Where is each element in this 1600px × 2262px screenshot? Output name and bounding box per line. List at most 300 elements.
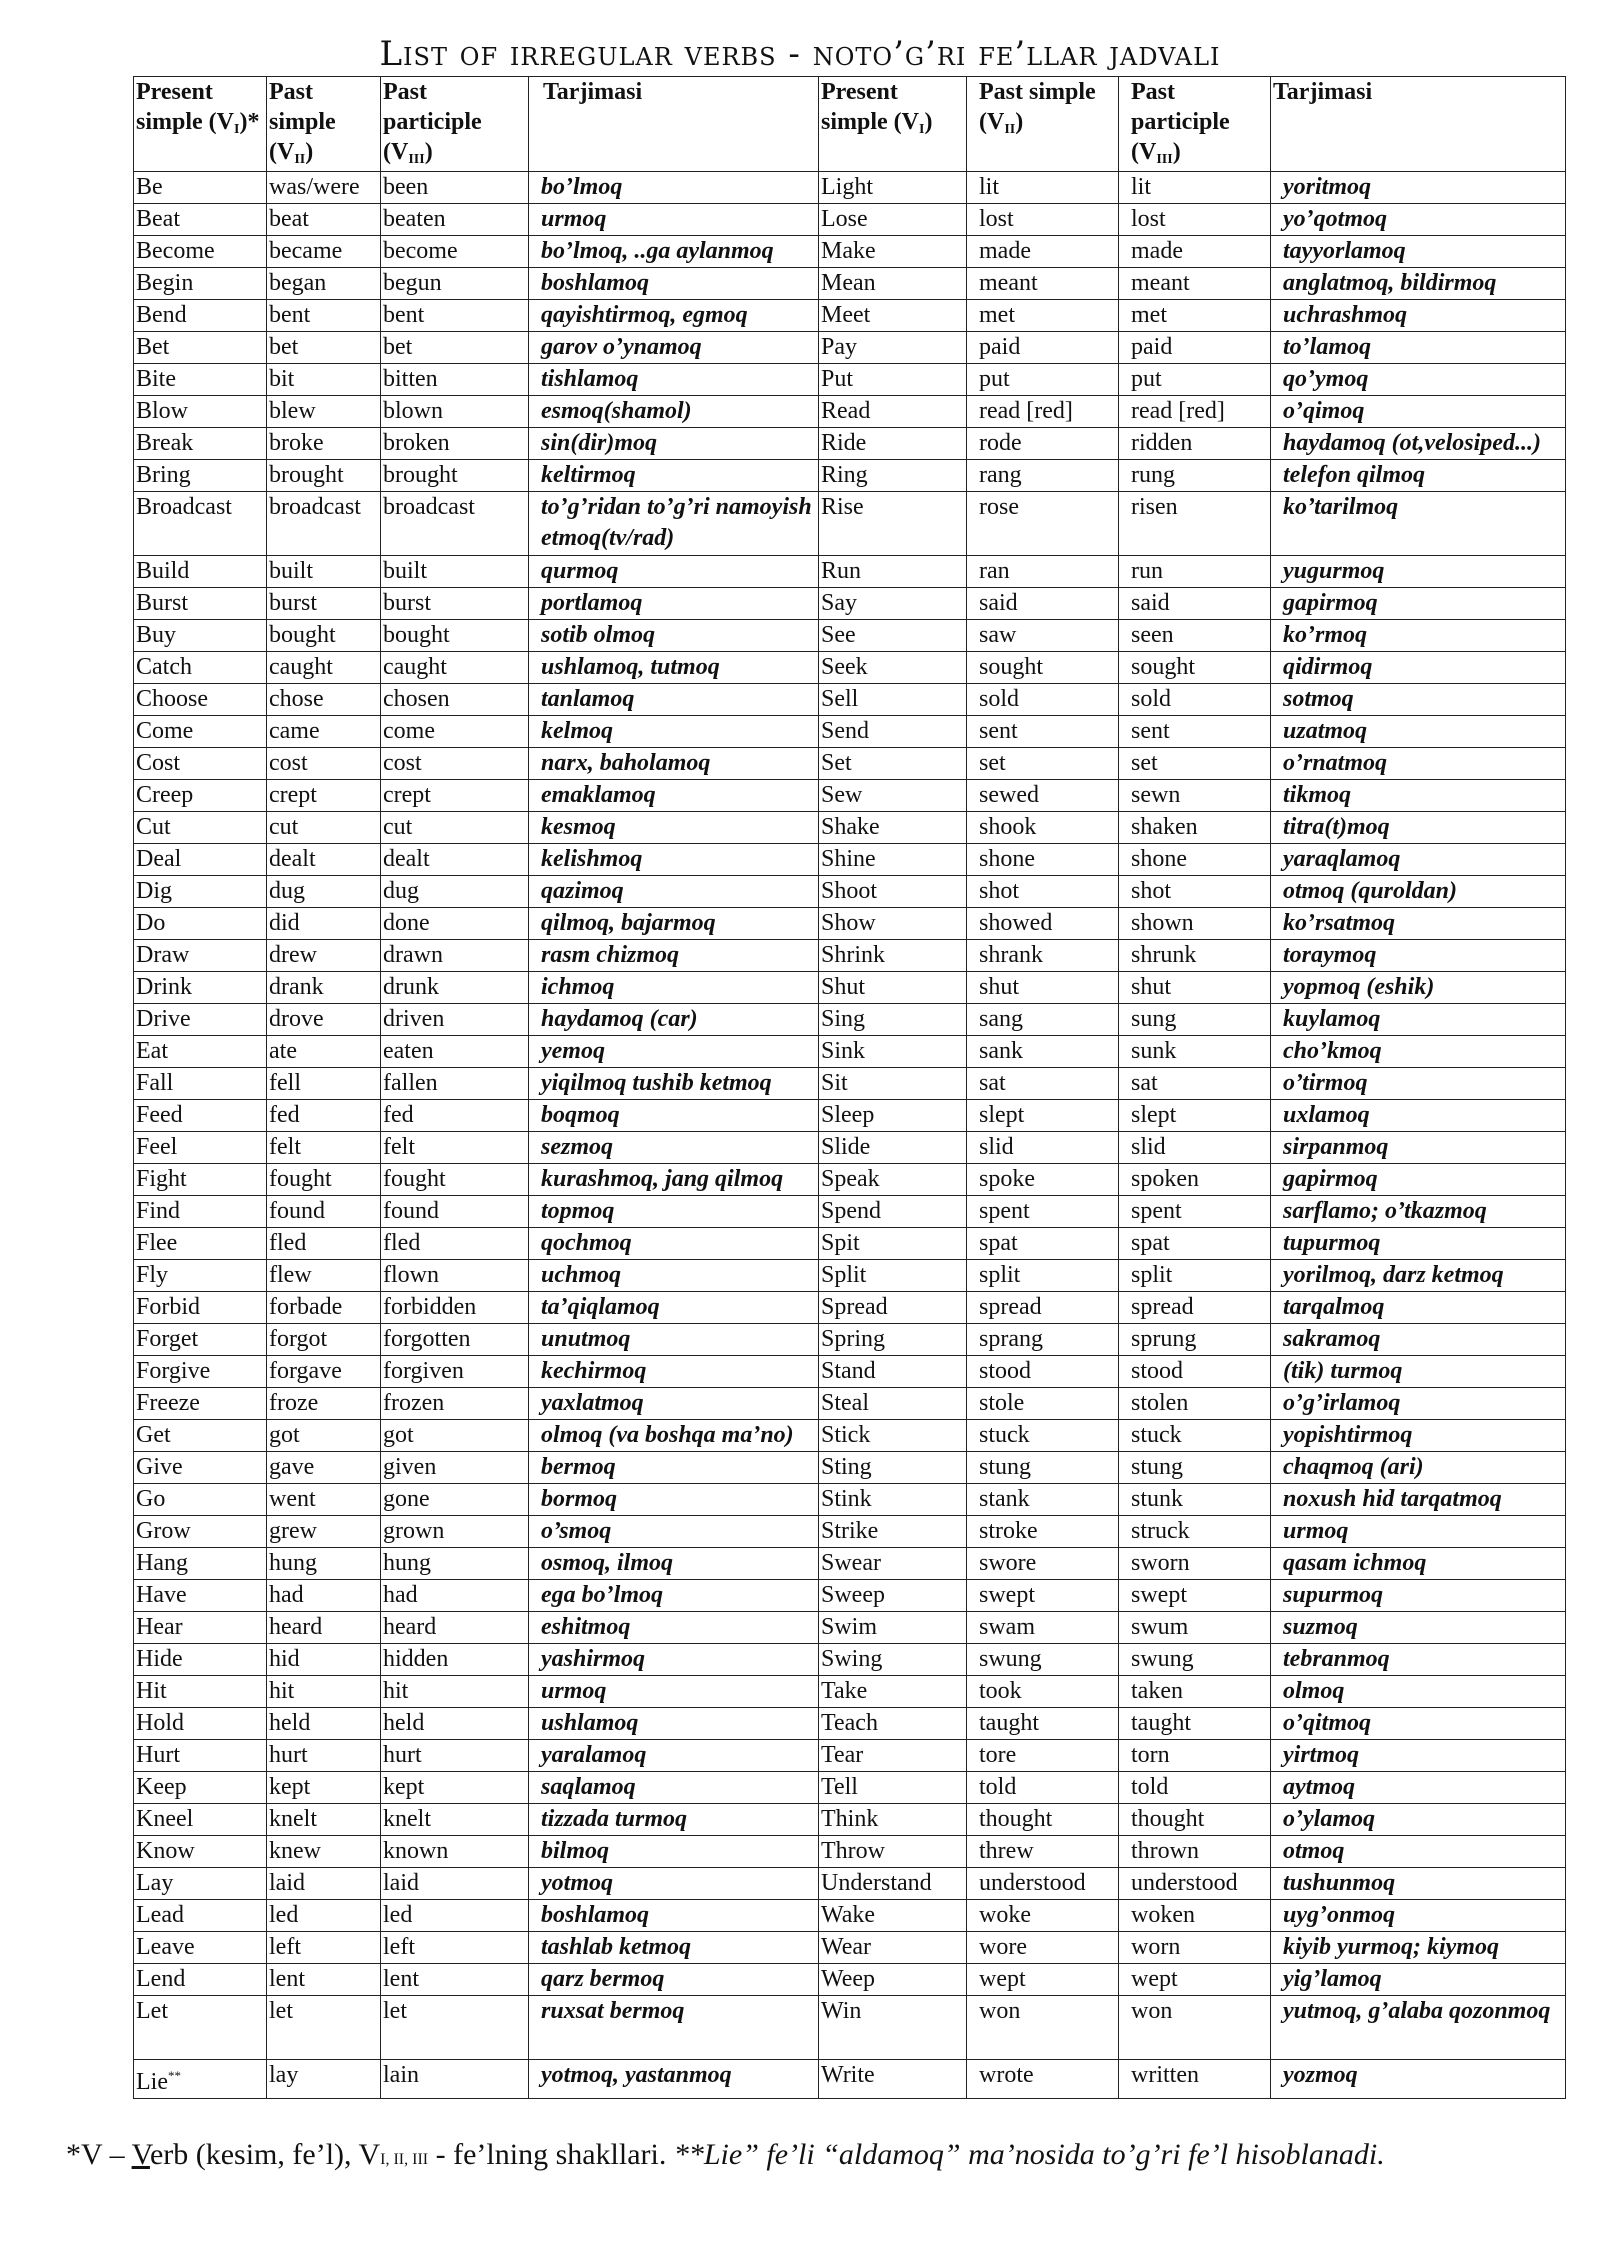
table-row bbox=[134, 1196, 1566, 1228]
header-translation: Tarjimasi bbox=[529, 77, 819, 172]
cell-past-participle: forgotten bbox=[381, 1324, 529, 1356]
cell-past-participle: knelt bbox=[381, 1804, 529, 1836]
cell-past-participle-2: sprung bbox=[1119, 1324, 1271, 1356]
table-row bbox=[134, 332, 1566, 364]
cell-present-simple: Eat bbox=[134, 1036, 267, 1068]
cell-past-simple: blew bbox=[267, 396, 381, 428]
cell-present-simple: Hide bbox=[134, 1644, 267, 1676]
cell-past-simple: fled bbox=[267, 1228, 381, 1260]
cell-translation-2: toraymoq bbox=[1271, 940, 1566, 972]
cell-past-participle-2: taught bbox=[1119, 1708, 1271, 1740]
cell-past-participle: laid bbox=[381, 1868, 529, 1900]
cell-past-simple-2: took bbox=[967, 1676, 1119, 1708]
cell-translation-2: qo’ymoq bbox=[1271, 364, 1566, 396]
table-row bbox=[134, 1420, 1566, 1452]
cell-present-simple: Hang bbox=[134, 1548, 267, 1580]
table-row bbox=[134, 172, 1566, 204]
cell-present-simple-2: Stink bbox=[819, 1484, 967, 1516]
cell-present-simple-2: Wear bbox=[819, 1932, 967, 1964]
cell-present-simple-2: Run bbox=[819, 556, 967, 588]
cell-past-simple: fought bbox=[267, 1164, 381, 1196]
cell-past-participle: bitten bbox=[381, 364, 529, 396]
cell-past-simple: bit bbox=[267, 364, 381, 396]
cell-past-simple: was/were bbox=[267, 172, 381, 204]
cell-past-simple: crept bbox=[267, 780, 381, 812]
cell-translation: narx, baholamoq bbox=[529, 748, 819, 780]
cell-past-participle: got bbox=[381, 1420, 529, 1452]
cell-past-simple: bent bbox=[267, 300, 381, 332]
cell-past-participle: given bbox=[381, 1452, 529, 1484]
cell-past-participle: broken bbox=[381, 428, 529, 460]
cell-past-simple: grew bbox=[267, 1516, 381, 1548]
table-row bbox=[134, 1292, 1566, 1324]
cell-past-simple-2: meant bbox=[967, 268, 1119, 300]
cell-present-simple: Give bbox=[134, 1452, 267, 1484]
cell-past-simple-2: understood bbox=[967, 1868, 1119, 1900]
cell-present-simple: Bring bbox=[134, 460, 267, 492]
cell-present-simple: Cut bbox=[134, 812, 267, 844]
cell-past-simple-2: rose bbox=[967, 492, 1119, 556]
cell-present-simple: Broadcast bbox=[134, 492, 267, 556]
table-row bbox=[134, 1132, 1566, 1164]
cell-past-simple: heard bbox=[267, 1612, 381, 1644]
cell-translation-2: tayyorlamoq bbox=[1271, 236, 1566, 268]
cell-past-participle: fallen bbox=[381, 1068, 529, 1100]
cell-past-participle-2: torn bbox=[1119, 1740, 1271, 1772]
cell-present-simple-2: See bbox=[819, 620, 967, 652]
cell-past-simple-2: slept bbox=[967, 1100, 1119, 1132]
header-past-simple-2: Past simple $(V_{II})$ bbox=[967, 77, 1119, 172]
cell-translation: rasm chizmoq bbox=[529, 940, 819, 972]
cell-past-participle: frozen bbox=[381, 1388, 529, 1420]
cell-past-participle-2: stolen bbox=[1119, 1388, 1271, 1420]
cell-present-simple-2: Send bbox=[819, 716, 967, 748]
cell-translation: yemoq bbox=[529, 1036, 819, 1068]
cell-present-simple: Lend bbox=[134, 1964, 267, 1996]
header-present-simple: Present simple $(V_I)*$ bbox=[134, 77, 267, 172]
cell-past-simple: hung bbox=[267, 1548, 381, 1580]
cell-translation: ichmoq bbox=[529, 972, 819, 1004]
cell-past-simple-2: made bbox=[967, 236, 1119, 268]
cell-past-participle-2: shown bbox=[1119, 908, 1271, 940]
cell-present-simple: Have bbox=[134, 1580, 267, 1612]
cell-past-simple: forbade bbox=[267, 1292, 381, 1324]
cell-translation: kelmoq bbox=[529, 716, 819, 748]
table-row bbox=[134, 908, 1566, 940]
table-row bbox=[134, 876, 1566, 908]
cell-translation-2: yo’qotmoq bbox=[1271, 204, 1566, 236]
cell-past-participle-2: stuck bbox=[1119, 1420, 1271, 1452]
cell-translation: kesmoq bbox=[529, 812, 819, 844]
cell-past-simple: lay bbox=[267, 2060, 381, 2099]
cell-past-participle: let bbox=[381, 1996, 529, 2060]
cell-present-simple-2: Understand bbox=[819, 1868, 967, 1900]
cell-past-simple-2: told bbox=[967, 1772, 1119, 1804]
cell-past-participle: done bbox=[381, 908, 529, 940]
table-row bbox=[134, 1772, 1566, 1804]
cell-past-participle-2: won bbox=[1119, 1996, 1271, 2060]
table-body bbox=[134, 172, 1566, 2099]
cell-translation-2: yig’lamoq bbox=[1271, 1964, 1566, 1996]
cell-translation: yotmoq, yastanmoq bbox=[529, 2060, 819, 2099]
cell-past-participle-2: told bbox=[1119, 1772, 1271, 1804]
table-row bbox=[134, 1260, 1566, 1292]
cell-present-simple: Know bbox=[134, 1836, 267, 1868]
cell-past-simple: beat bbox=[267, 204, 381, 236]
cell-translation: ushlamoq bbox=[529, 1708, 819, 1740]
table-row bbox=[134, 1228, 1566, 1260]
table-row bbox=[134, 1516, 1566, 1548]
cell-present-simple-2: Sleep bbox=[819, 1100, 967, 1132]
cell-past-participle: had bbox=[381, 1580, 529, 1612]
cell-present-simple-2: Mean bbox=[819, 268, 967, 300]
cell-present-simple-2: Take bbox=[819, 1676, 967, 1708]
cell-past-participle-2: taken bbox=[1119, 1676, 1271, 1708]
cell-past-participle-2: struck bbox=[1119, 1516, 1271, 1548]
cell-past-simple-2: tore bbox=[967, 1740, 1119, 1772]
cell-translation: tanlamoq bbox=[529, 684, 819, 716]
cell-translation: kelishmoq bbox=[529, 844, 819, 876]
table-row bbox=[134, 972, 1566, 1004]
cell-past-participle: fought bbox=[381, 1164, 529, 1196]
cell-past-simple-2: paid bbox=[967, 332, 1119, 364]
cell-translation: bilmoq bbox=[529, 1836, 819, 1868]
cell-present-simple-2: Meet bbox=[819, 300, 967, 332]
cell-past-participle: built bbox=[381, 556, 529, 588]
cell-past-simple: felt bbox=[267, 1132, 381, 1164]
cell-present-simple-2: Shake bbox=[819, 812, 967, 844]
cell-present-simple-2: Sweep bbox=[819, 1580, 967, 1612]
cell-present-simple-2: Stick bbox=[819, 1420, 967, 1452]
cell-present-simple: Draw bbox=[134, 940, 267, 972]
cell-past-simple: went bbox=[267, 1484, 381, 1516]
cell-past-simple-2: sewed bbox=[967, 780, 1119, 812]
table-row bbox=[134, 204, 1566, 236]
cell-present-simple-2: Pay bbox=[819, 332, 967, 364]
cell-translation-2: yaraqlamoq bbox=[1271, 844, 1566, 876]
cell-past-participle: caught bbox=[381, 652, 529, 684]
page-title: List of irregular verbs - noto’g’ri fe’llar jadvali bbox=[379, 34, 1221, 74]
cell-past-participle-2: said bbox=[1119, 588, 1271, 620]
cell-past-participle: blown bbox=[381, 396, 529, 428]
cell-past-simple: hid bbox=[267, 1644, 381, 1676]
cell-past-participle-2: paid bbox=[1119, 332, 1271, 364]
cell-past-simple: broke bbox=[267, 428, 381, 460]
cell-translation: to’g’ridan to’g’ri namoyish etmoq(tv/rad) bbox=[529, 492, 819, 556]
cell-past-simple: bet bbox=[267, 332, 381, 364]
cell-past-participle: lent bbox=[381, 1964, 529, 1996]
cell-translation-2: yopishtirmoq bbox=[1271, 1420, 1566, 1452]
cell-present-simple: Fall bbox=[134, 1068, 267, 1100]
cell-translation: uchmoq bbox=[529, 1260, 819, 1292]
cell-translation: ta’qiqlamoq bbox=[529, 1292, 819, 1324]
table-row bbox=[134, 1548, 1566, 1580]
table-row bbox=[134, 236, 1566, 268]
cell-present-simple-2: Tell bbox=[819, 1772, 967, 1804]
cell-translation: bo’lmoq bbox=[529, 172, 819, 204]
cell-present-simple: Leave bbox=[134, 1932, 267, 1964]
cell-past-simple-2: shut bbox=[967, 972, 1119, 1004]
cell-present-simple: Hear bbox=[134, 1612, 267, 1644]
cell-present-simple-2: Sing bbox=[819, 1004, 967, 1036]
cell-past-simple-2: showed bbox=[967, 908, 1119, 940]
cell-past-participle-2: sewn bbox=[1119, 780, 1271, 812]
cell-present-simple-2: Sink bbox=[819, 1036, 967, 1068]
cell-past-simple-2: slid bbox=[967, 1132, 1119, 1164]
cell-translation-2: kiyib yurmoq; kiymoq bbox=[1271, 1932, 1566, 1964]
cell-past-participle: gone bbox=[381, 1484, 529, 1516]
cell-translation: qarz bermoq bbox=[529, 1964, 819, 1996]
cell-past-participle-2: stung bbox=[1119, 1452, 1271, 1484]
cell-translation: ega bo’lmoq bbox=[529, 1580, 819, 1612]
table-row bbox=[134, 748, 1566, 780]
cell-translation: ruxsat bermoq bbox=[529, 1996, 819, 2060]
cell-present-simple: Bet bbox=[134, 332, 267, 364]
cell-present-simple-2: Sit bbox=[819, 1068, 967, 1100]
cell-past-simple: burst bbox=[267, 588, 381, 620]
cell-past-simple-2: read [red] bbox=[967, 396, 1119, 428]
cell-translation-2: aytmoq bbox=[1271, 1772, 1566, 1804]
cell-translation: emaklamoq bbox=[529, 780, 819, 812]
cell-past-participle-2: slid bbox=[1119, 1132, 1271, 1164]
cell-past-simple-2: shook bbox=[967, 812, 1119, 844]
cell-past-participle: driven bbox=[381, 1004, 529, 1036]
cell-translation-2: (tik) turmoq bbox=[1271, 1356, 1566, 1388]
table-row bbox=[134, 428, 1566, 460]
cell-past-participle-2: spoken bbox=[1119, 1164, 1271, 1196]
cell-present-simple: Hold bbox=[134, 1708, 267, 1740]
cell-translation: topmoq bbox=[529, 1196, 819, 1228]
cell-past-participle-2: sunk bbox=[1119, 1036, 1271, 1068]
cell-translation: urmoq bbox=[529, 1676, 819, 1708]
cell-past-participle: lain bbox=[381, 2060, 529, 2099]
cell-present-simple: Fly bbox=[134, 1260, 267, 1292]
cell-present-simple-2: Sell bbox=[819, 684, 967, 716]
cell-past-simple: froze bbox=[267, 1388, 381, 1420]
cell-present-simple: Feel bbox=[134, 1132, 267, 1164]
cell-translation: esmoq(shamol) bbox=[529, 396, 819, 428]
cell-past-participle-2: sung bbox=[1119, 1004, 1271, 1036]
cell-translation: bo’lmoq, ..ga aylanmoq bbox=[529, 236, 819, 268]
cell-past-participle: bought bbox=[381, 620, 529, 652]
cell-present-simple: Break bbox=[134, 428, 267, 460]
cell-past-participle: hit bbox=[381, 1676, 529, 1708]
cell-translation: yashirmoq bbox=[529, 1644, 819, 1676]
cell-present-simple-2: Split bbox=[819, 1260, 967, 1292]
cell-present-simple-2: Sting bbox=[819, 1452, 967, 1484]
cell-past-simple-2: sold bbox=[967, 684, 1119, 716]
cell-past-simple: kept bbox=[267, 1772, 381, 1804]
cell-translation-2: otmoq bbox=[1271, 1836, 1566, 1868]
cell-translation-2: o’rnatmoq bbox=[1271, 748, 1566, 780]
cell-past-simple-2: stank bbox=[967, 1484, 1119, 1516]
cell-past-participle-2: set bbox=[1119, 748, 1271, 780]
cell-past-simple: lent bbox=[267, 1964, 381, 1996]
cell-translation-2: qidirmoq bbox=[1271, 652, 1566, 684]
cell-past-participle: forgiven bbox=[381, 1356, 529, 1388]
header-present-simple-2: Present simple $(V_I)$ bbox=[819, 77, 967, 172]
cell-translation-2: tarqalmoq bbox=[1271, 1292, 1566, 1324]
cell-present-simple-2: Win bbox=[819, 1996, 967, 2060]
cell-translation-2: haydamoq (ot,velosiped...) bbox=[1271, 428, 1566, 460]
cell-translation-2: ko’rmoq bbox=[1271, 620, 1566, 652]
cell-translation-2: otmoq (quroldan) bbox=[1271, 876, 1566, 908]
cell-translation: yaxlatmoq bbox=[529, 1388, 819, 1420]
cell-past-simple: hit bbox=[267, 1676, 381, 1708]
cell-present-simple-2: Sew bbox=[819, 780, 967, 812]
cell-translation-2: o’qitmoq bbox=[1271, 1708, 1566, 1740]
cell-past-simple: flew bbox=[267, 1260, 381, 1292]
cell-present-simple: Deal bbox=[134, 844, 267, 876]
cell-past-simple: drew bbox=[267, 940, 381, 972]
table-row bbox=[134, 364, 1566, 396]
table-row bbox=[134, 556, 1566, 588]
cell-past-participle-2: sold bbox=[1119, 684, 1271, 716]
table-row bbox=[134, 620, 1566, 652]
cell-past-simple: gave bbox=[267, 1452, 381, 1484]
cell-past-simple-2: saw bbox=[967, 620, 1119, 652]
cell-past-participle: dealt bbox=[381, 844, 529, 876]
footnote-lie-note: **Lie” fe’li “aldamoq” ma’nosida to’g’ri fe’l hisoblanadi. bbox=[673, 2138, 1385, 2171]
cell-present-simple: Lead bbox=[134, 1900, 267, 1932]
cell-present-simple-2: Shoot bbox=[819, 876, 967, 908]
cell-past-simple: fell bbox=[267, 1068, 381, 1100]
cell-past-simple: found bbox=[267, 1196, 381, 1228]
cell-present-simple-2: Put bbox=[819, 364, 967, 396]
footnote-subscript: I, II, III bbox=[380, 2151, 429, 2168]
cell-past-simple-2: put bbox=[967, 364, 1119, 396]
cell-present-simple: Feed bbox=[134, 1100, 267, 1132]
cell-translation-2: o’qimoq bbox=[1271, 396, 1566, 428]
cell-past-participle: cost bbox=[381, 748, 529, 780]
cell-present-simple-2: Shrink bbox=[819, 940, 967, 972]
cell-past-simple: cost bbox=[267, 748, 381, 780]
cell-past-participle-2: spent bbox=[1119, 1196, 1271, 1228]
cell-past-simple-2: stroke bbox=[967, 1516, 1119, 1548]
cell-translation: tizzada turmoq bbox=[529, 1804, 819, 1836]
cell-present-simple-2: Spit bbox=[819, 1228, 967, 1260]
cell-translation-2: gapirmoq bbox=[1271, 1164, 1566, 1196]
cell-past-participle-2: lost bbox=[1119, 204, 1271, 236]
cell-translation: saqlamoq bbox=[529, 1772, 819, 1804]
cell-present-simple: Creep bbox=[134, 780, 267, 812]
cell-past-participle-2: shut bbox=[1119, 972, 1271, 1004]
cell-past-simple: chose bbox=[267, 684, 381, 716]
cell-past-participle-2: made bbox=[1119, 236, 1271, 268]
cell-past-participle-2: stood bbox=[1119, 1356, 1271, 1388]
cell-translation-2: yirtmoq bbox=[1271, 1740, 1566, 1772]
table-row bbox=[134, 1004, 1566, 1036]
cell-translation-2: anglatmoq, bildirmoq bbox=[1271, 268, 1566, 300]
cell-translation-2: kuylamoq bbox=[1271, 1004, 1566, 1036]
cell-past-simple-2: sprang bbox=[967, 1324, 1119, 1356]
cell-past-simple-2: stood bbox=[967, 1356, 1119, 1388]
cell-past-participle-2: shaken bbox=[1119, 812, 1271, 844]
cell-translation: haydamoq (car) bbox=[529, 1004, 819, 1036]
cell-past-participle: dug bbox=[381, 876, 529, 908]
cell-translation: yotmoq bbox=[529, 1868, 819, 1900]
cell-past-participle: felt bbox=[381, 1132, 529, 1164]
cell-translation: sezmoq bbox=[529, 1132, 819, 1164]
table-row bbox=[134, 1868, 1566, 1900]
cell-past-participle: left bbox=[381, 1932, 529, 1964]
cell-past-simple: drank bbox=[267, 972, 381, 1004]
cell-past-simple-2: said bbox=[967, 588, 1119, 620]
cell-translation: bermoq bbox=[529, 1452, 819, 1484]
cell-past-simple: forgot bbox=[267, 1324, 381, 1356]
cell-past-simple-2: swam bbox=[967, 1612, 1119, 1644]
lie-footnote-marker: ** bbox=[167, 2068, 181, 2083]
table-row bbox=[134, 684, 1566, 716]
cell-past-participle-2: sworn bbox=[1119, 1548, 1271, 1580]
cell-translation-2: yutmoq, g’alaba qozonmoq bbox=[1271, 1996, 1566, 2060]
cell-past-participle-2: understood bbox=[1119, 1868, 1271, 1900]
cell-past-participle: eaten bbox=[381, 1036, 529, 1068]
cell-past-simple-2: threw bbox=[967, 1836, 1119, 1868]
cell-translation: osmoq, ilmoq bbox=[529, 1548, 819, 1580]
cell-present-simple: Keep bbox=[134, 1772, 267, 1804]
cell-translation: sotib olmoq bbox=[529, 620, 819, 652]
cell-past-participle: chosen bbox=[381, 684, 529, 716]
table-row bbox=[134, 492, 1566, 556]
table-row bbox=[134, 1452, 1566, 1484]
cell-past-simple-2: spoke bbox=[967, 1164, 1119, 1196]
cell-translation: o’smoq bbox=[529, 1516, 819, 1548]
cell-past-participle-2: put bbox=[1119, 364, 1271, 396]
cell-past-participle: grown bbox=[381, 1516, 529, 1548]
footnote bbox=[66, 2135, 1566, 2180]
table-row bbox=[134, 1580, 1566, 1612]
cell-past-simple-2: spat bbox=[967, 1228, 1119, 1260]
cell-translation-2: qasam ichmoq bbox=[1271, 1548, 1566, 1580]
cell-translation-2: titra(t)moq bbox=[1271, 812, 1566, 844]
cell-translation: tishlamoq bbox=[529, 364, 819, 396]
cell-past-participle-2: swung bbox=[1119, 1644, 1271, 1676]
cell-present-simple-2: Spring bbox=[819, 1324, 967, 1356]
cell-past-simple: cut bbox=[267, 812, 381, 844]
table-row bbox=[134, 1068, 1566, 1100]
cell-past-simple: forgave bbox=[267, 1356, 381, 1388]
cell-past-participle-2: thrown bbox=[1119, 1836, 1271, 1868]
cell-past-participle: heard bbox=[381, 1612, 529, 1644]
cell-past-simple-2: sat bbox=[967, 1068, 1119, 1100]
cell-past-participle-2: shot bbox=[1119, 876, 1271, 908]
cell-translation: qurmoq bbox=[529, 556, 819, 588]
cell-present-simple-2: Swear bbox=[819, 1548, 967, 1580]
cell-past-participle: brought bbox=[381, 460, 529, 492]
cell-translation-2: yoritmoq bbox=[1271, 172, 1566, 204]
cell-past-simple: bought bbox=[267, 620, 381, 652]
table-row bbox=[134, 1708, 1566, 1740]
cell-translation: kechirmoq bbox=[529, 1356, 819, 1388]
cell-past-simple-2: shot bbox=[967, 876, 1119, 908]
table-row bbox=[134, 940, 1566, 972]
cell-present-simple: Drive bbox=[134, 1004, 267, 1036]
cell-past-participle: burst bbox=[381, 588, 529, 620]
cell-past-participle: come bbox=[381, 716, 529, 748]
cell-present-simple-2: Seek bbox=[819, 652, 967, 684]
footnote-part: - fe’lning shakllari. bbox=[428, 2138, 674, 2171]
cell-present-simple-2: Weep bbox=[819, 1964, 967, 1996]
table-row bbox=[134, 652, 1566, 684]
cell-present-simple-2: Show bbox=[819, 908, 967, 940]
cell-present-simple-2: Tear bbox=[819, 1740, 967, 1772]
cell-past-participle: begun bbox=[381, 268, 529, 300]
table-row bbox=[134, 2060, 1566, 2099]
cell-past-simple: built bbox=[267, 556, 381, 588]
cell-past-participle-2: wept bbox=[1119, 1964, 1271, 1996]
cell-past-simple: became bbox=[267, 236, 381, 268]
